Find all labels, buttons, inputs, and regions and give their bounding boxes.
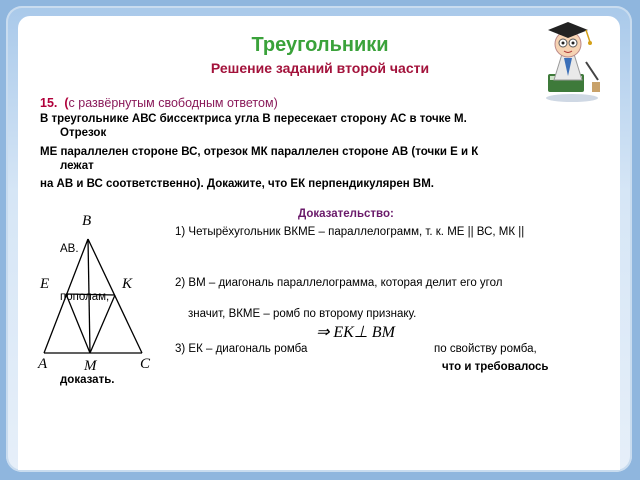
proof-conclusion-a: что и требовалось [442,361,549,373]
problem-line-1: В треугольнике АВС биссектриса угла В пересекает сторону АС в точке М. [40,113,467,125]
proof-step-2: 2) ВМ – диагональ параллелограмма, которая делит его угол [175,277,503,289]
problem-open-paren: ( [64,96,69,110]
problem-type-note: с развёрнутым свободным ответом) [68,96,278,110]
proof-step-3a: 3) ЕК – диагональ ромба [175,343,308,355]
problem-line-3: на АВ и ВС соответственно). Докажите, что ЕК перпендикулярен ВМ. [40,178,434,190]
problem-line-2b: лежат [60,160,94,172]
label-e: E [40,276,50,292]
page-subtitle: Решение заданий второй части [210,60,430,76]
label-m: M [84,358,97,374]
proof-step-2b: значит, ВКМЕ – ромб по второму признаку. [188,308,417,320]
proof-heading: Доказательство: [298,208,394,220]
page-title: Треугольники [251,34,389,56]
proof-conclusion-b: доказать. [60,374,115,386]
label-a: A [38,356,48,372]
label-k: K [122,276,133,292]
proof-step-1: 1) Четырёхугольник ВКМЕ – параллелограмм, т. к. МЕ || ВС, МК || [175,226,525,238]
proof-step-1-cont: АВ. [60,243,79,255]
label-c: C [140,356,151,372]
problem-line-2: МЕ параллелен стороне ВС, отрезок МК параллелен стороне АВ (точки Е и К [40,146,479,158]
proof-implies: ⇒ EK⊥ BM [316,324,395,341]
problem-header [40,96,278,110]
problem-line-1b: Отрезок [60,127,107,139]
label-b: B [82,213,92,229]
problem-number: 15. [40,96,58,110]
proof-step-2-cont: пополам, [60,291,110,303]
proof-step-3b: по свойству ромба, [434,343,537,355]
